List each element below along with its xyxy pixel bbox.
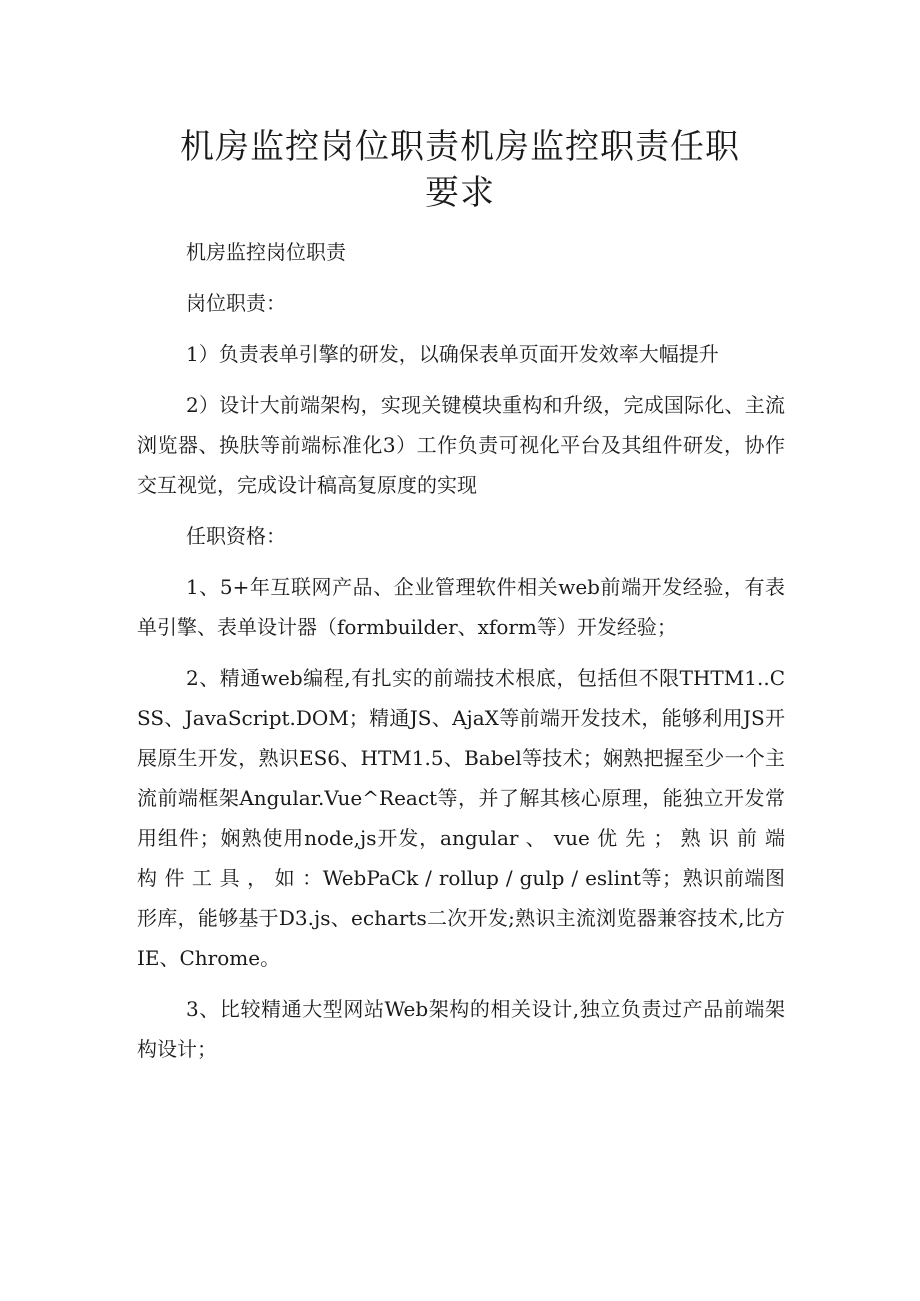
document-body — [137, 232, 785, 1080]
document-title-line-1: 机房监控岗位职责机房监控职责任职 — [180, 127, 740, 167]
paragraph: 2）设计大前端架构，实现关键模块重构和升级，完成国际化、主流浏览器、换肤等前端标准化3）工作负责可视化平台及其组件研发，协作交互视觉，完成设计稿高复原度的实现 — [137, 393, 785, 497]
paragraph: 3、比较精通大型网站Web架构的相关设计,独立负责过产品前端架构设计； — [137, 997, 785, 1061]
paragraph: 1、5+年互联网产品、企业管理软件相关web前端开发经验，有表单引擎、表单设计器（formbuilder、xform等）开发经验； — [137, 575, 785, 639]
document-title-line-2: 要求 — [425, 173, 495, 213]
responsibilities-label: 岗位职责： — [186, 291, 286, 315]
paragraph: 2、精通web编程,有扎实的前端技术根底，包括但不限THTM1..CSS、JavaScript.DOM；精通JS、AjaX等前端开发技术，能够利用JS开展原生开发，熟识ES6、HTM1.5、Babel等技术；娴熟把握至少一个主流前端框架Angular.Vue^React等，并了解其核心原理，能独立开发常用组件；娴熟使用node,js开发，angular 、 vue 优 先 ； 熟 识 前 端 构 件 工 具 ， 如 ：WebPaCk / rollup / gulp / eslint等；熟识前端图形库，能够基于D3.js、echarts二次开发;熟识主流浏览器兼容技术,比方IE、Chrome。 — [137, 666, 785, 970]
paragraph: 1）负责表单引擎的研发，以确保表单页面开发效率大幅提升 — [186, 342, 719, 366]
qualifications-label: 任职资格： — [186, 524, 286, 548]
section-heading: 机房监控岗位职责 — [186, 240, 346, 264]
